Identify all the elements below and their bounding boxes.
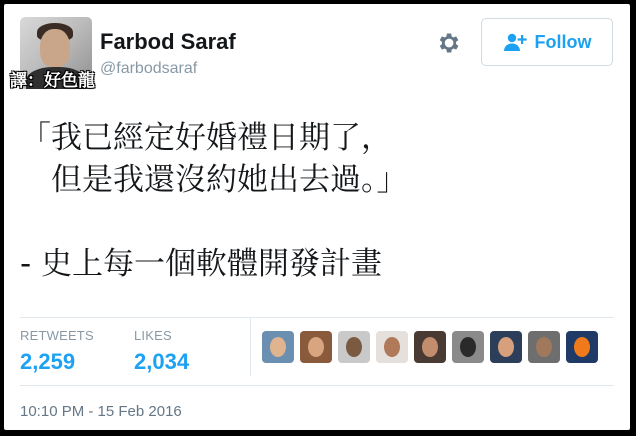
retweets-label: RETWEETS: [20, 328, 94, 343]
translator-watermark: 譯：好色龍: [10, 71, 95, 90]
liker-avatar-1[interactable]: [262, 331, 294, 363]
stats-top-divider: [20, 317, 614, 318]
likes-label: LIKES: [134, 328, 172, 343]
liker-avatar-7[interactable]: [490, 331, 522, 363]
liker-avatar-3[interactable]: [338, 331, 370, 363]
liker-face: [498, 337, 514, 357]
liker-avatar-6[interactable]: [452, 331, 484, 363]
liker-avatar-4[interactable]: [376, 331, 408, 363]
liker-face: [384, 337, 400, 357]
follow-button-label: Follow: [534, 31, 592, 52]
stats-separator: [250, 318, 251, 376]
liker-face: [460, 337, 476, 357]
liker-avatar-5[interactable]: [414, 331, 446, 363]
likers-list: [262, 331, 598, 363]
liker-avatar-8[interactable]: [528, 331, 560, 363]
liker-face: [422, 337, 438, 357]
liker-face: [346, 337, 362, 357]
tweet-timestamp[interactable]: 10:10 PM - 15 Feb 2016: [20, 403, 182, 420]
display-name[interactable]: Farbod Saraf: [100, 29, 236, 54]
liker-face: [308, 337, 324, 357]
liker-face: [574, 337, 590, 357]
retweets-count: 2,259: [20, 349, 76, 374]
user-handle[interactable]: @farbodsaraf: [100, 60, 198, 77]
liker-avatar-2[interactable]: [300, 331, 332, 363]
add-user-icon: [503, 32, 527, 52]
liker-face: [536, 337, 552, 357]
stats-bottom-divider: [20, 385, 614, 386]
gear-icon[interactable]: [435, 30, 461, 56]
follow-button[interactable]: [481, 18, 613, 66]
likes-stat[interactable]: [134, 328, 189, 375]
tweet-card: [4, 4, 630, 430]
retweets-stat[interactable]: [20, 328, 94, 375]
liker-face: [270, 337, 286, 357]
tweet-text: 「我已經定好婚禮日期了， 但是我還沒約她出去過。」 - 史上每一個軟體開發計畫: [20, 120, 408, 282]
avatar-face: [40, 29, 70, 67]
likes-count: 2,034: [134, 349, 190, 374]
liker-avatar-9[interactable]: [566, 331, 598, 363]
